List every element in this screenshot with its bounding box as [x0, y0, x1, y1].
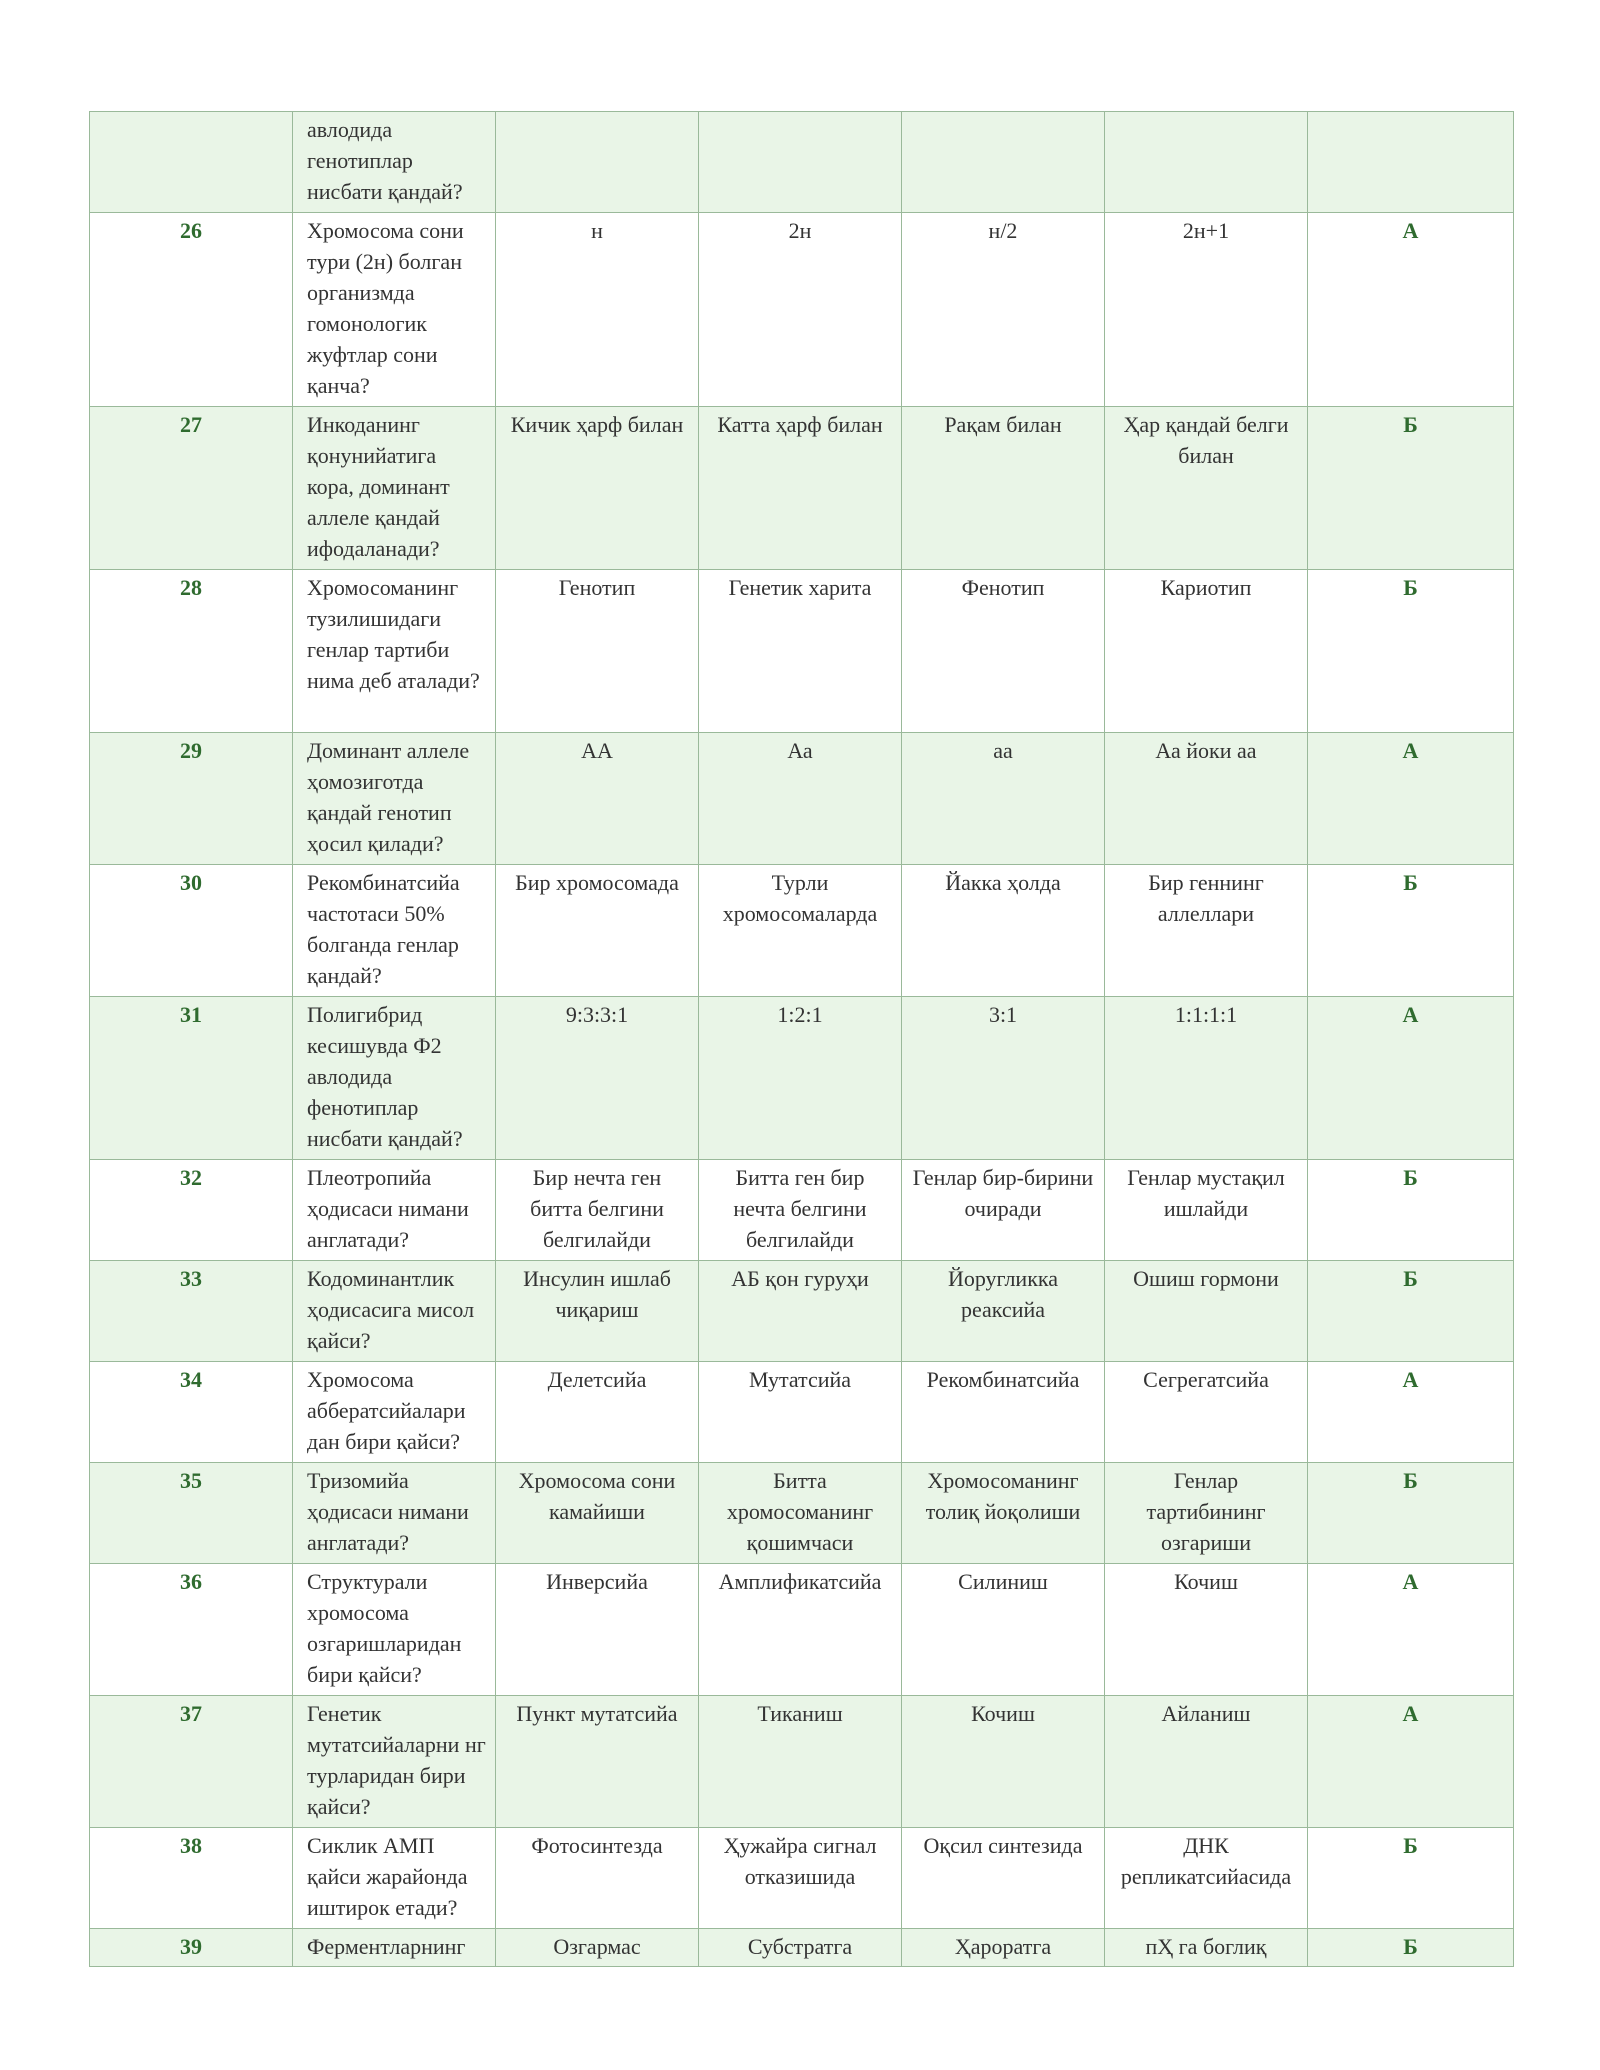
answer-key: А [1308, 733, 1514, 865]
option-a: Хромосома сони камайиши [496, 1463, 699, 1564]
option-b: Аа [699, 733, 902, 865]
question-number [90, 112, 293, 213]
option-d: Ҳар қандай белги билан [1105, 407, 1308, 570]
answer-key [1308, 112, 1514, 213]
option-c: аа [902, 733, 1105, 865]
option-a: н [496, 213, 699, 407]
question-number: 38 [90, 1828, 293, 1929]
question-text: Кодоминантлик ҳодисасига мисол қайси? [293, 1261, 496, 1362]
table-row [90, 1160, 1514, 1261]
question-number: 32 [90, 1160, 293, 1261]
question-text: Доминант аллеле ҳомозиготда қандай генотип ҳосил қилади? [293, 733, 496, 865]
option-d: ДНК репликатсийасида [1105, 1828, 1308, 1929]
answer-key: Б [1308, 1929, 1514, 1967]
question-text: Хромосоманинг тузилишидаги генлар тартиби нима деб аталади? [293, 570, 496, 733]
option-a: АА [496, 733, 699, 865]
questions-table [89, 111, 1514, 1967]
option-c: Ҳароратга [902, 1929, 1105, 1967]
option-c: н/2 [902, 213, 1105, 407]
option-a: Делетсийа [496, 1362, 699, 1463]
option-a: Фотосинтезда [496, 1828, 699, 1929]
question-number: 28 [90, 570, 293, 733]
option-c: Рекомбинатсийа [902, 1362, 1105, 1463]
question-number: 39 [90, 1929, 293, 1967]
table-row [90, 1828, 1514, 1929]
option-d: Аа йоки аа [1105, 733, 1308, 865]
question-text: Сиклик АМП қайси жарайонда иштирок етади? [293, 1828, 496, 1929]
question-text: Хромосома аббератсийалари дан бири қайси? [293, 1362, 496, 1463]
option-c: Генлар бир-бирини очиради [902, 1160, 1105, 1261]
option-a: Бир нечта ген битта белгини белгилайди [496, 1160, 699, 1261]
option-d: Бир геннинг аллеллари [1105, 865, 1308, 997]
option-d: Генлар мустақил ишлайди [1105, 1160, 1308, 1261]
table-row [90, 1929, 1514, 1967]
questions-table-body [90, 112, 1514, 1967]
table-row [90, 1463, 1514, 1564]
option-d: Кариотип [1105, 570, 1308, 733]
option-b: Турли хромосомаларда [699, 865, 902, 997]
answer-key: А [1308, 1564, 1514, 1696]
option-b: Битта ген бир нечта белгини белгилайди [699, 1160, 902, 1261]
option-b: Тиканиш [699, 1696, 902, 1828]
table-row [90, 865, 1514, 997]
table-row [90, 1696, 1514, 1828]
table-row [90, 112, 1514, 213]
option-d: Сегрегатсийа [1105, 1362, 1308, 1463]
option-b: Генетик харита [699, 570, 902, 733]
option-c: Рақам билан [902, 407, 1105, 570]
option-a [496, 112, 699, 213]
answer-key: А [1308, 213, 1514, 407]
question-text: Генетик мутатсийаларни нг турларидан бири қайси? [293, 1696, 496, 1828]
option-c: Силиниш [902, 1564, 1105, 1696]
option-d: Ошиш гормони [1105, 1261, 1308, 1362]
option-c: Оқсил синтезида [902, 1828, 1105, 1929]
question-number: 26 [90, 213, 293, 407]
question-text: Ферментларнинг [293, 1929, 496, 1967]
question-number: 27 [90, 407, 293, 570]
answer-key: А [1308, 1696, 1514, 1828]
question-text: Структурали хромосома озгаришларидан бири қайси? [293, 1564, 496, 1696]
option-d: Кочиш [1105, 1564, 1308, 1696]
answer-key: Б [1308, 407, 1514, 570]
question-number: 36 [90, 1564, 293, 1696]
table-row [90, 213, 1514, 407]
option-a: Кичик ҳарф билан [496, 407, 699, 570]
answer-key: Б [1308, 1261, 1514, 1362]
table-row [90, 407, 1514, 570]
option-a: Бир хромосомада [496, 865, 699, 997]
answer-key: Б [1308, 570, 1514, 733]
table-row [90, 1564, 1514, 1696]
option-a: Инсулин ишлаб чиқариш [496, 1261, 699, 1362]
question-number: 31 [90, 997, 293, 1160]
option-b: Катта ҳарф билан [699, 407, 902, 570]
option-d: пҲ га боглиқ [1105, 1929, 1308, 1967]
answer-key: Б [1308, 865, 1514, 997]
option-b: 2н [699, 213, 902, 407]
question-text: Плеотропийа ҳодисаси нимани англатади? [293, 1160, 496, 1261]
option-d: 2н+1 [1105, 213, 1308, 407]
table-row [90, 1261, 1514, 1362]
question-number: 37 [90, 1696, 293, 1828]
question-text: Хромосома сони тури (2н) болган организмда гомонологик жуфтлар сони қанча? [293, 213, 496, 407]
option-b: Ҳужайра сигнал отказишида [699, 1828, 902, 1929]
option-d: Генлар тартибининг озгариши [1105, 1463, 1308, 1564]
option-c: Хромосоманинг толиқ йоқолиши [902, 1463, 1105, 1564]
option-c: Йакка ҳолда [902, 865, 1105, 997]
option-b: Субстратга [699, 1929, 902, 1967]
question-number: 35 [90, 1463, 293, 1564]
option-c: Кочиш [902, 1696, 1105, 1828]
question-number: 33 [90, 1261, 293, 1362]
option-c: Фенотип [902, 570, 1105, 733]
option-c: 3:1 [902, 997, 1105, 1160]
question-text: Рекомбинатсийа частотаси 50% болганда генлар қандай? [293, 865, 496, 997]
question-text: Тризомийа ҳодисаси нимани англатади? [293, 1463, 496, 1564]
option-a: 9:3:3:1 [496, 997, 699, 1160]
table-row [90, 733, 1514, 865]
question-text: Инкоданинг қонунийатига кора, доминант аллеле қандай ифодаланади? [293, 407, 496, 570]
option-a: Генотип [496, 570, 699, 733]
option-d [1105, 112, 1308, 213]
table-row [90, 1362, 1514, 1463]
option-c: Йоругликка реаксийа [902, 1261, 1105, 1362]
option-c [902, 112, 1105, 213]
option-a: Озгармас [496, 1929, 699, 1967]
option-b: Битта хромосоманинг қошимчаси [699, 1463, 902, 1564]
answer-key: А [1308, 1362, 1514, 1463]
answer-key: А [1308, 997, 1514, 1160]
option-a: Пункт мутатсийа [496, 1696, 699, 1828]
answer-key: Б [1308, 1160, 1514, 1261]
answer-key: Б [1308, 1828, 1514, 1929]
option-b: 1:2:1 [699, 997, 902, 1160]
question-number: 29 [90, 733, 293, 865]
option-b [699, 112, 902, 213]
option-b: Амплификатсийа [699, 1564, 902, 1696]
table-row [90, 997, 1514, 1160]
option-d: Айланиш [1105, 1696, 1308, 1828]
option-d: 1:1:1:1 [1105, 997, 1308, 1160]
question-text: авлодида генотиплар нисбати қандай? [293, 112, 496, 213]
option-b: АБ қон гуруҳи [699, 1261, 902, 1362]
question-number: 30 [90, 865, 293, 997]
option-b: Мутатсийа [699, 1362, 902, 1463]
question-number: 34 [90, 1362, 293, 1463]
answer-key: Б [1308, 1463, 1514, 1564]
question-text: Полигибрид кесишувда Ф2 авлодида фенотиплар нисбати қандай? [293, 997, 496, 1160]
option-a: Инверсийа [496, 1564, 699, 1696]
table-row [90, 570, 1514, 733]
